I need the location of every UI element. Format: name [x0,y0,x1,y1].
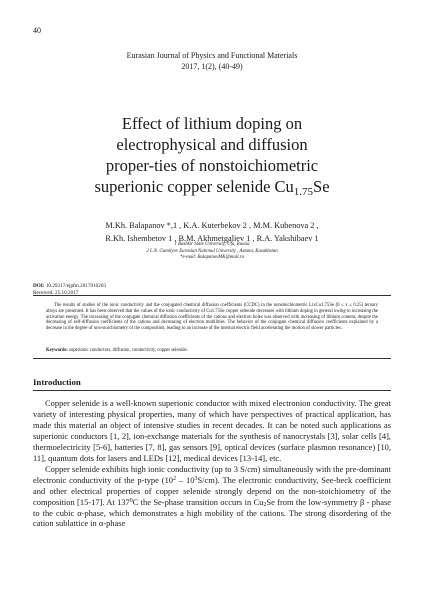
affiliations [0,242,424,262]
journal-header [0,50,424,72]
p2-sub-1: 2 [263,501,267,508]
introduction-body [33,398,391,529]
title-line-4-end: Se [313,177,330,196]
title-line-4-main: superionic copper selenide Cu [94,177,294,196]
title-line-1: Effect of lithium doping on [121,114,303,133]
divider-top [33,295,391,296]
section-heading-introduction: Introduction [33,377,81,387]
author-line-2: R.Kh. Ishembetov 1 , B.M. Akhmetgaliev 1 , R.A. Yakshibaev 1 [105,234,319,243]
p2-part-c: S/cm). The electronic conductivity, See-beck coefficient and other electrical properties of copper selenide strongly depend on the non-stoichiometry of the composition [15-17]. At 137 [33,474,391,507]
p2-sup-2: 3 [194,475,198,482]
page-number: 40 [33,26,41,35]
author-email: *e-mail: BalapanovMK@mail.ru [180,255,244,260]
keywords [46,348,378,354]
doi-label: DOI: [33,283,45,289]
paragraph-2 [33,464,391,530]
p2-part-a: Copper selenide exhibits high ionic conductivity (up to 3 S/cm) simultaneously with the pre-dominant electronic conductivity of the p-type (10 [33,463,391,485]
title-line-2: electrophysical and diffusion [116,135,308,154]
p2-sup-1: 2 [173,475,177,482]
paper-title [60,113,364,197]
journal-name: Eurasian Journal of Physics and Functional Materials [126,51,298,60]
author-line-1: M.Kh. Balapanov *,1 , K.A. Kuterbekov 2 , M.M. Kubenova 2 , [105,221,319,230]
received-date: Received: 25.10.2017 [33,290,79,296]
keywords-label: Keywords: [46,348,68,353]
p2-part-d: C the Se-phase transition occurs in Cu [132,496,264,507]
p2-part-e: Se from the low-symmetry β - phase to the cubic α-phase, which demonstrates a high mobility of the cations. The strong disordering of the cation sublattice in α-phase [33,496,391,529]
title-line-4-sub: 1.75 [293,186,314,198]
title-line-3: proper-ties of nonstoichiometric [105,156,319,175]
journal-issue: 2017, 1(2), (40-49) [181,62,243,71]
title-line-4 [60,176,364,197]
p2-part-b: – 10 [176,474,195,485]
affiliation-2: 2 L.N. Gumilyov Eurasian National University , Astana, Kazakhstan [146,248,278,254]
doi-value[interactable]: 10.29317/ejpfm.2017010203 [45,283,107,289]
keywords-value: superionic conductors, diffusion, conductivity, copper selenide. [69,348,188,353]
affiliation-1: 1 Bashkir State University, Ufa, Russia [174,242,250,247]
abstract: The results of studies of the ionic conductivity and the conjugated chemical diffusion coefficients (CCDC) in the nonstoichiometric LixCu1.75Se (0 ≤ x ≤ 0.25) ternary alloys are presented. It has been observed that the values of the ionic conductivity of Cu1.75Se copper selenide decreases with lithium doping in general owing to increasing the activation energy. The increasing of the conjugate chemical diffusion coefficients of the cations and electron holes was observed with increasing of lithium content, despite the decreasing of self-diffusion coefficients of the cations and decreasing of electron mobilities. The behavior of the conjugate chemical diffusion coefficients explained by a decrease in the degree of non-stoichiometry of the composition, leading to an increase of the internal electric field accelerating the motion of slower particles. [46,303,378,332]
divider-section [33,390,391,391]
p2-sup-3: 0 [129,497,133,504]
paragraph-1: Copper selenide is a well-known superionic conductor with mixed electronion conductivity. The great variety of interesting physical properties, many of which have perspectives of practical application, has made this material an object of intensive studies in recent decades. It can be noted such applications as superionic conductors [1, 2], ion-exchange materials for the synthesis of nanocrystals [3], solar cells [4], thermoelectricity [5-6], batteries [7, 8], gas sensors [9], optical devices (surface plasmon resonance) [10, 11], quantum dots for lasers and LEDs [12], medical devices [13-14], etc. [33,398,391,463]
divider-abstract-end [33,358,391,359]
